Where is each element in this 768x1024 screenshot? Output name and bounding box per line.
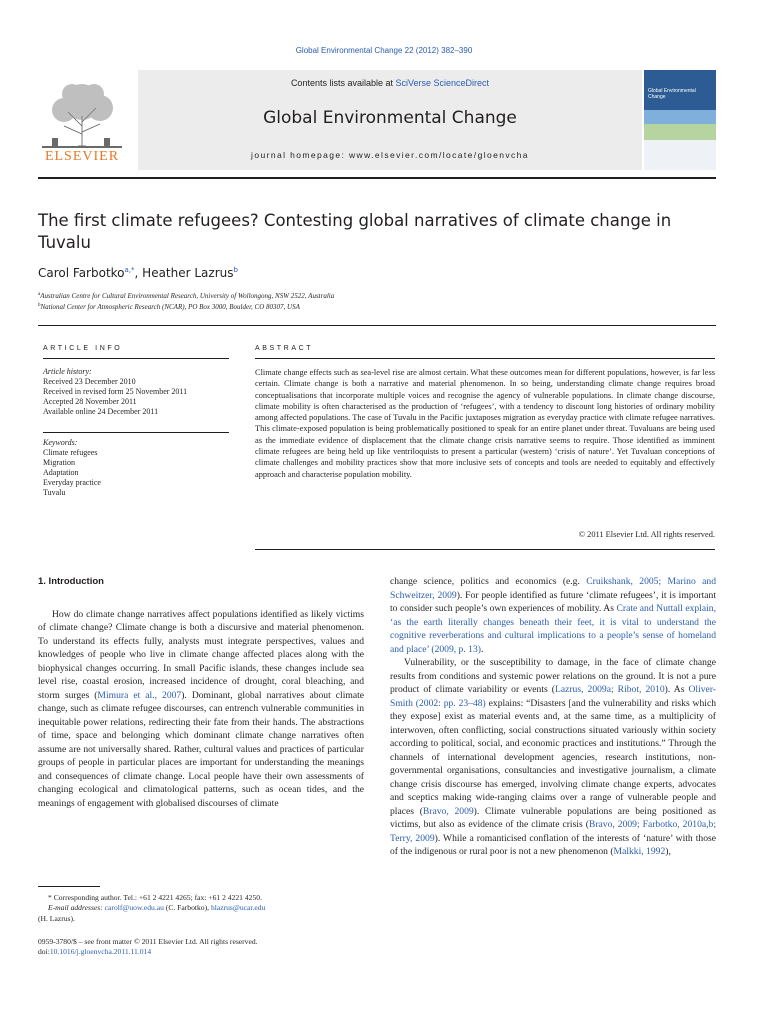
affiliation bbox=[38, 292, 334, 300]
doi-label: doi: bbox=[38, 947, 50, 957]
affiliation-text: Australian Centre for Cultural Environmental Research, University of Wollongong, NSW 2522, Australia bbox=[40, 292, 335, 300]
history-label: Article history: bbox=[43, 367, 92, 376]
body-text: Vulnerability, or the susceptibility to damage, in the face of climate change results from conditions and systemic power relations on the ground. It is not a pure product of climate variability or events ( bbox=[390, 657, 716, 695]
contents-prefix: Contents lists available at bbox=[290, 78, 396, 88]
keywords bbox=[43, 438, 229, 498]
cover-title: Global Environmental Change bbox=[648, 88, 696, 100]
history-entry: Received 23 December 2010 bbox=[43, 377, 136, 386]
email-line bbox=[38, 903, 364, 913]
body-paragraph bbox=[390, 656, 716, 859]
footnote bbox=[38, 893, 364, 924]
doi-line bbox=[38, 947, 364, 957]
history-entry: Received in revised form 25 November 2011 bbox=[43, 387, 188, 396]
body-paragraph bbox=[390, 575, 716, 656]
reference-link[interactable]: Oliver-Smith (2002: pp. 23–48) bbox=[390, 684, 717, 709]
article-history bbox=[43, 367, 229, 417]
body-text: ). For people identified as future ‘climate refugees’, it is important to consider such people’s own experiences of mobility. As bbox=[390, 589, 716, 614]
body-paragraph bbox=[38, 608, 364, 811]
journal-homepage[interactable]: journal homepage: www.elsevier.com/locate/gloenvcha bbox=[251, 150, 529, 160]
body-text: explains: “Disasters [and the vulnerability and risks which they expose] exist as material events and, at the same time, as a multiplicity of interwoven, often conflicting, social constructions situated variously within society according to political, social, and economic practices and institutions.” Through the channels of international development agencies, research institutions, non-governmental organisations, consultancies and investigative journalism, a climate change crisis discourse has emerged, involving climate change experts, advocates and sceptics making wide-ranging claims over a range of vulnerable people and places ( bbox=[390, 697, 717, 817]
cover-band bbox=[644, 110, 716, 124]
body-text: ). Dominant, global narratives about climate change, such as climate refugee discourses, can entrench vulnerable communities in inequitable power relations, redirecting their fate from their hands. The abstractions of time, space and belonging which dominant climate change narratives often assume are not universally shared. Rather, cultural values and practices of particular groups of people in particular places are important for understanding the meanings and consequences of climate change. Local people have their own assessments of changing ecological and climatological patterns, such as ocean tides, and the meanings of engagement with globalised discourses of climate bbox=[38, 689, 365, 809]
email-owner: (C. Farbotko), bbox=[163, 903, 211, 913]
cover-band bbox=[644, 124, 716, 140]
author-list bbox=[38, 266, 238, 280]
author-affiliation-marker[interactable]: b bbox=[233, 266, 238, 274]
abstract-copyright: © 2011 Elsevier Ltd. All rights reserved. bbox=[578, 530, 715, 539]
abstract-text: Climate change effects such as sea-level rise are almost certain. What these outcomes mean for different populations, however, is far less certain. Climate change is both a narrative and material phenomenon. In so being, understanding climate change requires broad conceptualisations that incorporate multiple voices and recognise the agency of vulnerable populations. In climate change discourse, climate mobility is often characterised as the production of ‘refugees’, with a tendency to discount long histories of ordinary mobility among affected populations. The case of Tuvalu in the Pacific juxtaposes migration as everyday practice with climate refugee narratives. This climate-exposed population is being problematically positioned to speak for an entire planet under threat. Tuvaluans are being used as the immediate evidence of displacement that the climate change crisis narrative seems to require. Those identified as imminent climate refugees are being held up like ventriloquists to present a particular (western) ‘crisis of nature’. Yet Tuvaluan conceptions of climate challenges and mobility practices show that more inclusive sets of concepts and tools are needed to equitably and effectively approach and characterise population mobility. bbox=[255, 368, 715, 479]
divider bbox=[255, 358, 715, 359]
article-title: The first climate refugees? Contesting global narratives of climate change in Tuvalu bbox=[38, 211, 672, 252]
journal-name: Global Environmental Change bbox=[263, 108, 517, 128]
sciencedirect-link[interactable]: SciVerse ScienceDirect bbox=[395, 78, 490, 88]
keyword: Everyday practice bbox=[43, 478, 101, 487]
divider bbox=[38, 325, 716, 326]
reference-link[interactable]: Cruikshank, 2005; Marino and Schweitzer, 2009 bbox=[390, 576, 716, 601]
body-text: . bbox=[480, 643, 484, 655]
body-text: ). While a romanticised conflation of the interests of ‘nature’ with those of the indigenous or rural poor is not a new phenomenon ( bbox=[390, 832, 716, 857]
reference-link[interactable]: Bravo, 2009; Farbotko, 2010a,b; Terry, 2009 bbox=[390, 819, 716, 844]
body-text: ). Climate vulnerable populations are being positioned as victims, but also as evidence of the climate crisis ( bbox=[390, 805, 716, 830]
body-column-right bbox=[390, 575, 716, 859]
issn-line: 0959-3780/$ – see front matter © 2011 Elsevier Ltd. All rights reserved. bbox=[38, 937, 258, 946]
abstract-heading: ABSTRACT bbox=[255, 345, 314, 352]
reference-link[interactable]: Malkki, 1992 bbox=[613, 846, 666, 857]
reference-link[interactable]: Mimura et al., 2007 bbox=[97, 689, 182, 701]
cover-band bbox=[644, 140, 716, 170]
reference-link[interactable]: Crate and Nuttall explain, ‘as the earth literally changes beneath their feet, it is vital to understand the cognitive reverberations and cultural implications to a people’s sense of homeland and place’ (2009, p. 13) bbox=[390, 603, 716, 655]
section-title: 1. Introduction bbox=[38, 576, 104, 587]
contents-line bbox=[138, 78, 642, 88]
body-text: change science, politics and economics (e.g. bbox=[390, 576, 587, 587]
keyword: Climate refugees bbox=[43, 448, 98, 457]
history-entry: Accepted 28 November 2011 bbox=[43, 397, 137, 406]
email-link[interactable]: hlazrus@ucar.edu bbox=[210, 903, 266, 913]
reference-link[interactable]: Bravo, 2009 bbox=[422, 805, 474, 817]
divider bbox=[43, 358, 229, 359]
reference-link[interactable]: Lazrus, 2009a; Ribot, 2010 bbox=[554, 684, 665, 695]
journal-banner bbox=[138, 70, 642, 170]
author-name[interactable]: Carol Farbotko bbox=[38, 266, 125, 280]
affiliation-marker: a bbox=[38, 292, 41, 297]
corresponding-author-note: * Corresponding author. Tel.: +61 2 4221 4265; fax: +61 2 4221 4250. bbox=[48, 893, 262, 902]
body-text: How do climate change narratives affect populations identified as likely victims of climate change? Climate change is both a discursive and material phenomenon. To understand its effects fully, analysts must integrate perspectives, values and knowledges of people who live in climate change affected places along with the biophysical changes occurring. In small Pacific islands, these changes include sea level rise, coastal erosion, increased incidence of drought, coral bleaching, and storm surges ( bbox=[38, 608, 364, 701]
footnote-divider bbox=[38, 886, 100, 887]
front-matter bbox=[38, 937, 364, 958]
journal-citation[interactable]: Global Environmental Change 22 (2012) 382–390 bbox=[295, 46, 473, 55]
email-link[interactable]: carolf@uow.edu.au bbox=[104, 903, 164, 913]
body-column-left bbox=[38, 575, 364, 810]
affiliation bbox=[38, 303, 300, 311]
publisher-name: ELSEVIER bbox=[44, 149, 120, 164]
history-entry: Available online 24 December 2011 bbox=[43, 407, 159, 416]
divider bbox=[43, 432, 229, 433]
email-label: E-mail addresses: bbox=[48, 903, 105, 913]
keyword: Adaptation bbox=[43, 468, 79, 477]
affiliation-text: National Center for Atmospheric Research (NCAR), PO Box 3000, Boulder, CO 80307, USA bbox=[40, 303, 300, 311]
divider bbox=[255, 549, 715, 550]
header-divider bbox=[38, 177, 716, 179]
doi-link[interactable]: 10.1016/j.gloenvcha.2011.11.014 bbox=[49, 947, 152, 957]
keyword: Migration bbox=[43, 458, 75, 467]
body-text: ). As bbox=[664, 684, 689, 695]
affiliation-marker: b bbox=[38, 303, 41, 308]
article-info-heading: ARTICLE INFO bbox=[43, 345, 123, 352]
author-affiliation-marker[interactable]: a,* bbox=[124, 266, 135, 274]
keyword: Tuvalu bbox=[43, 488, 66, 497]
author-name[interactable]: Heather Lazrus bbox=[142, 266, 234, 280]
body-text: ), bbox=[665, 846, 671, 857]
author-separator: , bbox=[134, 266, 143, 280]
journal-cover-thumbnail bbox=[644, 70, 716, 170]
keywords-label: Keywords: bbox=[43, 438, 78, 447]
masthead bbox=[38, 70, 716, 170]
email-owner: (H. Lazrus). bbox=[38, 913, 75, 923]
